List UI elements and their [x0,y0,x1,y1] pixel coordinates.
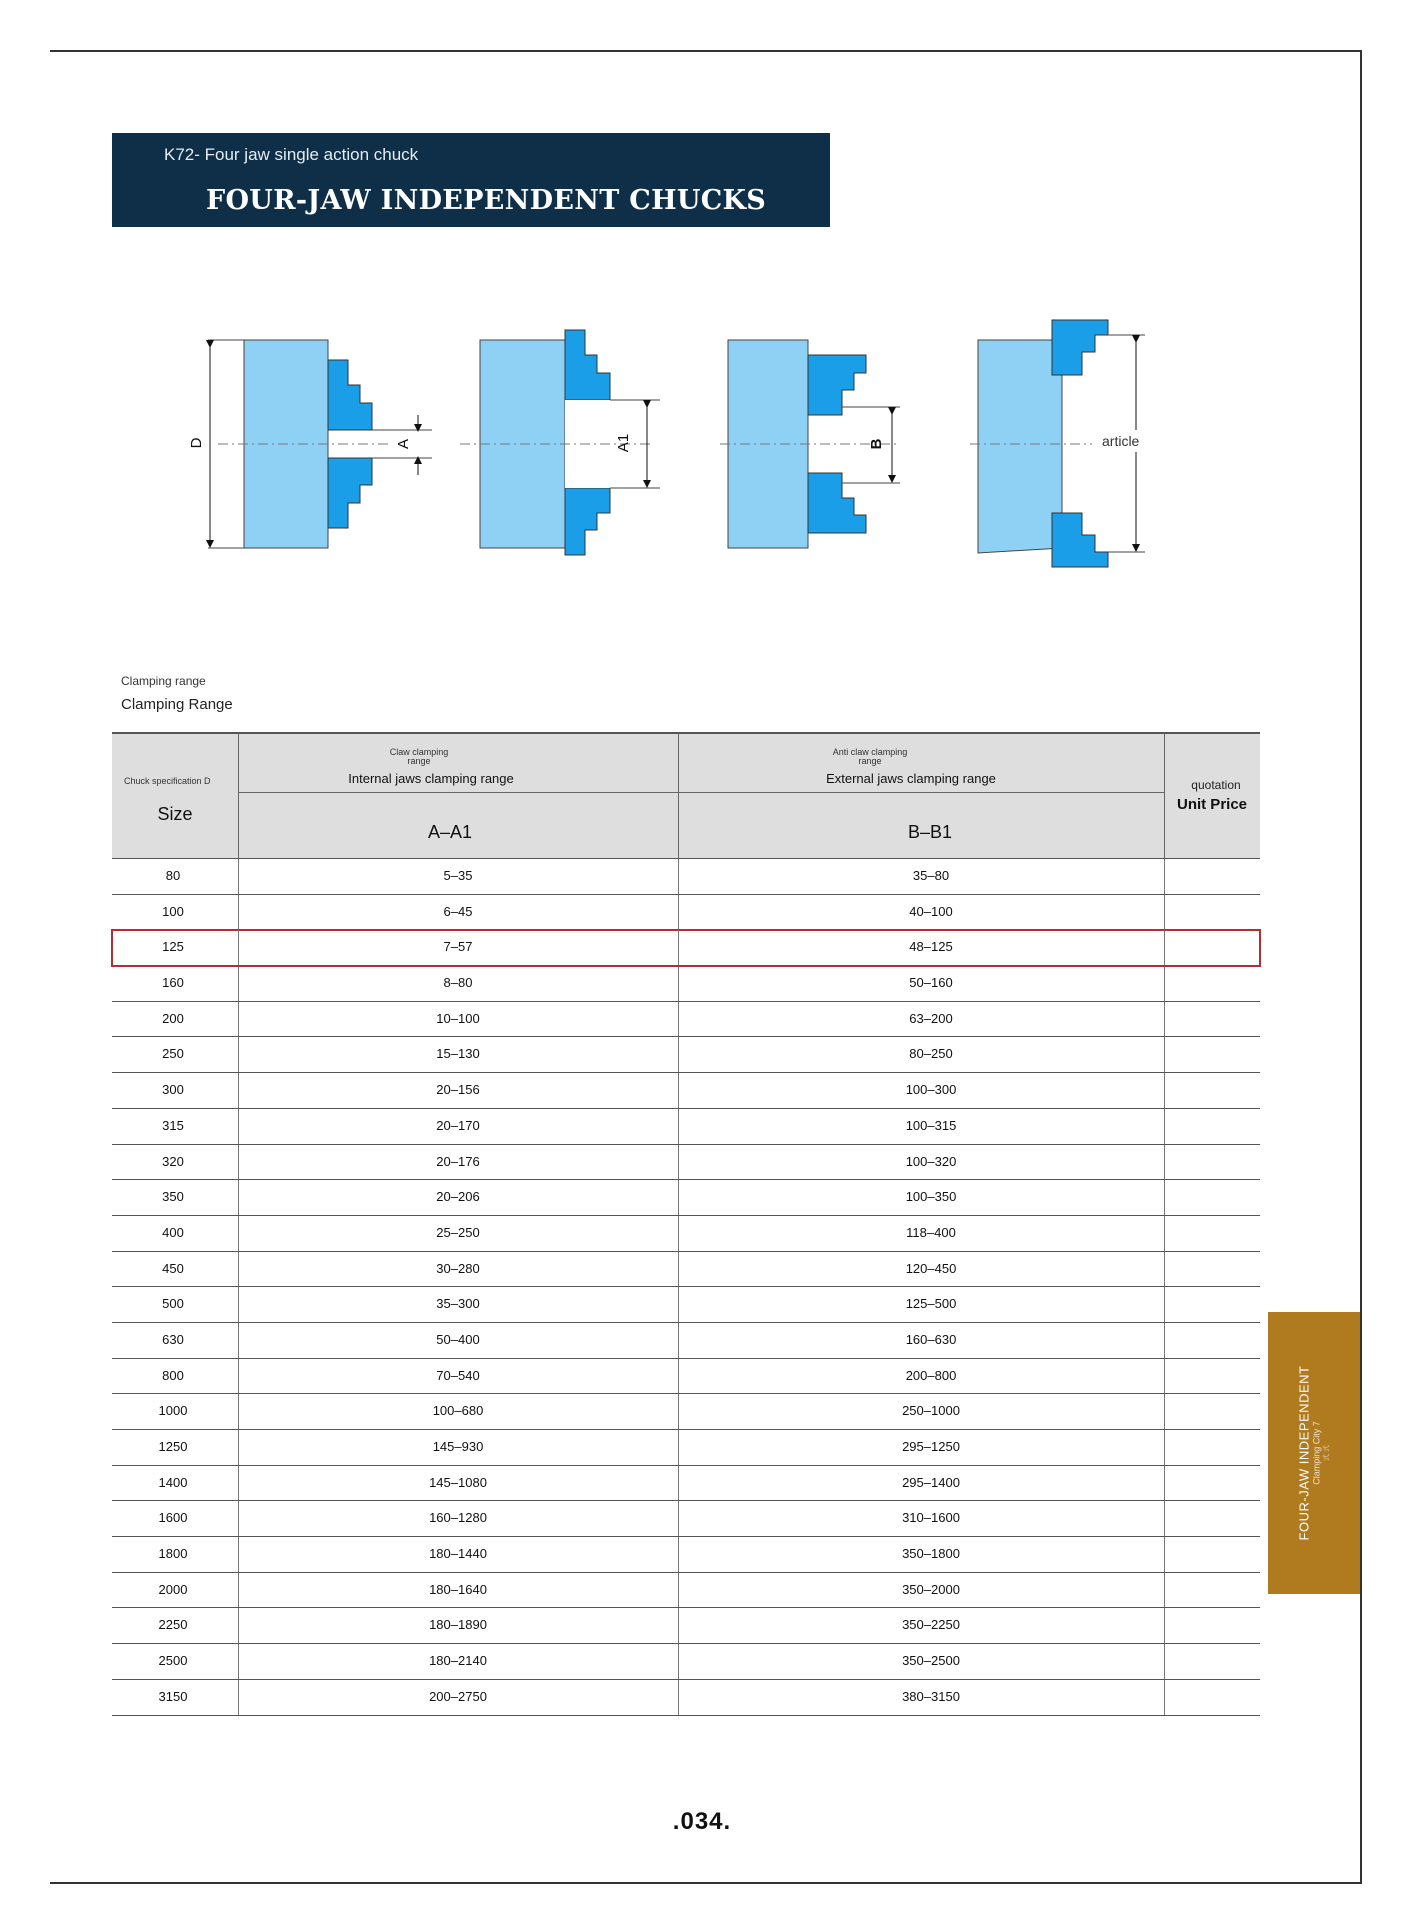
cell-internal-range: 100–680 [432,1403,484,1419]
table-row [112,1180,1260,1216]
cell-internal-range: 180–2140 [429,1653,487,1669]
row-divider [678,1608,679,1643]
cell-size: 800 [162,1367,184,1383]
table-row [112,1573,1260,1609]
figure-internal-small [188,340,432,548]
row-divider [1164,1573,1165,1608]
cell-size: 125 [162,939,184,955]
cell-size: 1400 [158,1474,188,1490]
row-divider [678,1252,679,1287]
cell-size: 250 [162,1046,184,1062]
row-divider [678,1323,679,1358]
row-divider [678,1073,679,1108]
cell-size: 80 [165,868,181,883]
row-divider [678,1466,679,1501]
cell-external-range: 120–450 [905,1260,957,1276]
cell-size: 320 [162,1153,184,1169]
row-divider [678,1359,679,1394]
cell-size: 2000 [158,1581,188,1597]
table-row [112,1287,1260,1323]
cell-external-range: 295–1400 [902,1474,960,1490]
cell-internal-range: 50–400 [436,1331,480,1347]
cell-internal-range: 8–80 [443,975,473,991]
cell-external-range: 125–500 [905,1296,957,1312]
table-row [112,1216,1260,1252]
table-row [112,1359,1260,1395]
row-divider [238,1680,239,1715]
cell-internal-range: 35–300 [436,1296,480,1312]
row-divider [1164,1323,1165,1358]
row-divider [238,1002,239,1037]
header-divider [678,734,679,858]
cell-size: 200 [162,1010,184,1026]
cell-internal-range: 20–176 [436,1153,480,1169]
table-row [112,966,1260,1002]
row-divider [238,1430,239,1465]
cell-external-range: 35–80 [912,868,950,883]
size-header: Size [157,804,193,824]
side-tab-subtitle: Clamping City 7 [1311,1421,1322,1485]
row-divider [238,1501,239,1536]
cell-internal-range: 10–100 [436,1010,480,1026]
cell-internal-range: 20–156 [436,1082,480,1098]
cell-external-range: 250–1000 [902,1403,960,1419]
row-divider [678,1216,679,1251]
chuck-diagram [160,315,1160,585]
cell-size: 1600 [158,1510,188,1526]
cell-external-range: 350–1800 [902,1546,960,1562]
internal-header-tiny: Claw clamping range [389,747,449,766]
table-row [112,1394,1260,1430]
cell-internal-range: 145–1080 [429,1474,487,1490]
row-divider [1164,1037,1165,1072]
row-divider [1164,1073,1165,1108]
row-divider [1164,859,1165,894]
cell-external-range: 50–160 [909,975,953,991]
row-divider [1164,895,1165,930]
figure-internal-large [460,330,660,555]
table-body [112,859,1260,1716]
row-divider [678,966,679,1001]
cell-external-range: 48–125 [909,939,953,955]
row-divider [238,1252,239,1287]
row-divider [238,1287,239,1322]
cell-internal-range: 20–206 [436,1189,480,1205]
row-divider [238,1573,239,1608]
cell-internal-range: 5–35 [443,868,473,883]
row-divider [1164,1501,1165,1536]
cell-size: 160 [162,975,184,991]
table-row [112,1037,1260,1073]
caption-large: Clamping Range [121,696,233,713]
external-subheader: B–B1 [907,822,953,842]
row-divider [238,1109,239,1144]
right-rule [1360,50,1362,1884]
table-row [112,1073,1260,1109]
header-banner [112,133,830,227]
row-divider [678,1037,679,1072]
row-divider [678,1394,679,1429]
label-article: article [1102,433,1140,449]
cell-size: 300 [162,1082,184,1098]
external-header-tiny: Anti claw clamping range [832,747,908,766]
row-divider [1164,1430,1165,1465]
cell-size: 315 [162,1117,184,1133]
cell-external-range: 200–800 [905,1367,957,1383]
row-divider [1164,1252,1165,1287]
label-B: B [868,438,885,450]
row-divider [1164,1359,1165,1394]
cell-external-range: 63–200 [909,1010,953,1026]
cell-size: 350 [162,1189,184,1205]
row-divider [678,1537,679,1572]
row-divider [1164,1109,1165,1144]
cell-size: 630 [162,1331,184,1347]
cell-internal-range: 7–57 [443,939,473,955]
row-divider [678,1573,679,1608]
row-divider [238,1216,239,1251]
clamping-range-table [112,732,1260,1716]
header-divider [238,734,239,858]
figure-external-small [720,340,900,548]
cell-internal-range: 15–130 [436,1046,480,1062]
cell-internal-range: 70–540 [436,1367,480,1383]
header-subdivider [238,792,1164,793]
cell-external-range: 160–630 [905,1331,957,1347]
caption-small: Clamping range [121,674,206,688]
internal-subheader: A–A1 [427,822,473,842]
table-row-highlighted [112,930,1260,966]
size-header-tiny: Chuck specification D [124,776,211,786]
cell-internal-range: 25–250 [436,1224,480,1240]
row-divider [1164,1002,1165,1037]
row-divider [1164,1216,1165,1251]
section-side-tab [1268,1312,1360,1594]
row-divider [678,1180,679,1215]
cell-internal-range: 30–280 [436,1260,480,1276]
row-divider [1164,1466,1165,1501]
cell-external-range: 100–300 [905,1082,957,1098]
cell-external-range: 40–100 [909,903,953,919]
cell-internal-range: 145–930 [432,1439,484,1454]
row-divider [1164,930,1165,965]
row-divider [1164,1644,1165,1679]
cell-internal-range: 180–1440 [429,1546,487,1562]
row-divider [678,1430,679,1465]
page-title: FOUR-JAW INDEPENDENT CHUCKS [206,185,767,216]
cell-external-range: 100–350 [905,1189,957,1205]
row-divider [678,895,679,930]
internal-header: Internal jaws clamping range [348,771,514,786]
row-divider [238,1466,239,1501]
cell-external-range: 350–2250 [902,1617,960,1633]
side-tab-title: FOUR-JAW INDEPENDENT [1296,1365,1312,1541]
label-A: A [395,438,412,450]
row-divider [238,1359,239,1394]
row-divider [238,1323,239,1358]
cell-size: 1800 [158,1546,188,1562]
table-row [112,1109,1260,1145]
row-divider [238,1180,239,1215]
row-divider [238,966,239,1001]
cell-external-range: 100–315 [905,1117,957,1133]
figure-external-large [970,320,1145,567]
row-divider [1164,1180,1165,1215]
cell-size: 2250 [158,1617,188,1633]
cell-internal-range: 20–170 [436,1117,480,1133]
table-row [112,1537,1260,1573]
row-divider [1164,1145,1165,1180]
bottom-rule [50,1882,1362,1884]
row-divider [238,1644,239,1679]
table-row [112,1501,1260,1537]
table-row [112,859,1260,895]
external-header: External jaws clamping range [826,771,996,786]
row-divider [238,859,239,894]
table-row [112,1466,1260,1502]
cell-size: 1250 [158,1439,188,1454]
cell-external-range: 118–400 [906,1224,956,1240]
cell-size: 2500 [158,1653,188,1669]
label-D: D [188,437,205,449]
row-divider [238,1394,239,1429]
table-row [112,895,1260,931]
header-subtitle: K72- Four jaw single action chuck [164,145,419,164]
cell-size: 450 [162,1260,184,1276]
header-divider [1164,734,1165,858]
table-row [112,1323,1260,1359]
cell-internal-range: 180–1640 [429,1581,487,1597]
row-divider [678,1680,679,1715]
row-divider [238,1608,239,1643]
cell-internal-range: 6–45 [443,903,473,919]
page-number: .034. [672,1808,732,1835]
row-divider [238,1073,239,1108]
cell-external-range: 380–3150 [902,1688,960,1704]
row-divider [1164,1537,1165,1572]
table-row [112,1644,1260,1680]
row-divider [1164,1680,1165,1715]
price-header: Unit Price [1176,796,1248,813]
cell-external-range: 100–320 [905,1153,957,1169]
cell-size: 1000 [158,1403,188,1419]
cell-internal-range: 160–1280 [429,1510,487,1526]
table-row [112,1608,1260,1644]
row-divider [678,1644,679,1679]
table-header [112,732,1260,859]
cell-size: 400 [162,1224,184,1240]
cell-internal-range: 200–2750 [429,1688,487,1704]
cell-external-range: 310–1600 [902,1510,960,1526]
row-divider [678,1002,679,1037]
side-tab-mark: 式 式 [1323,1445,1331,1461]
cell-external-range: 350–2000 [902,1581,960,1597]
row-divider [238,1037,239,1072]
table-row [112,1680,1260,1716]
row-divider [678,1287,679,1322]
cell-size: 3150 [158,1688,188,1704]
table-row [112,1145,1260,1181]
top-rule [50,50,1362,52]
row-divider [678,1145,679,1180]
row-divider [1164,1287,1165,1322]
table-row [112,1002,1260,1038]
row-divider [238,895,239,930]
cell-external-range: 295–1250 [902,1439,960,1454]
row-divider [678,1501,679,1536]
table-row [112,1252,1260,1288]
cell-size: 100 [162,903,184,919]
row-divider [238,1537,239,1572]
row-divider [1164,1608,1165,1643]
row-divider [238,930,239,965]
row-divider [678,930,679,965]
cell-external-range: 350–2500 [902,1653,960,1669]
label-A1: A1 [615,433,632,453]
row-divider [1164,1394,1165,1429]
row-divider [678,859,679,894]
row-divider [678,1109,679,1144]
cell-size: 500 [162,1296,184,1312]
row-divider [238,1145,239,1180]
row-divider [1164,966,1165,1001]
cell-internal-range: 180–1890 [429,1617,487,1633]
cell-external-range: 80–250 [909,1046,953,1062]
price-header-small: quotation [1191,778,1241,792]
table-row [112,1430,1260,1466]
